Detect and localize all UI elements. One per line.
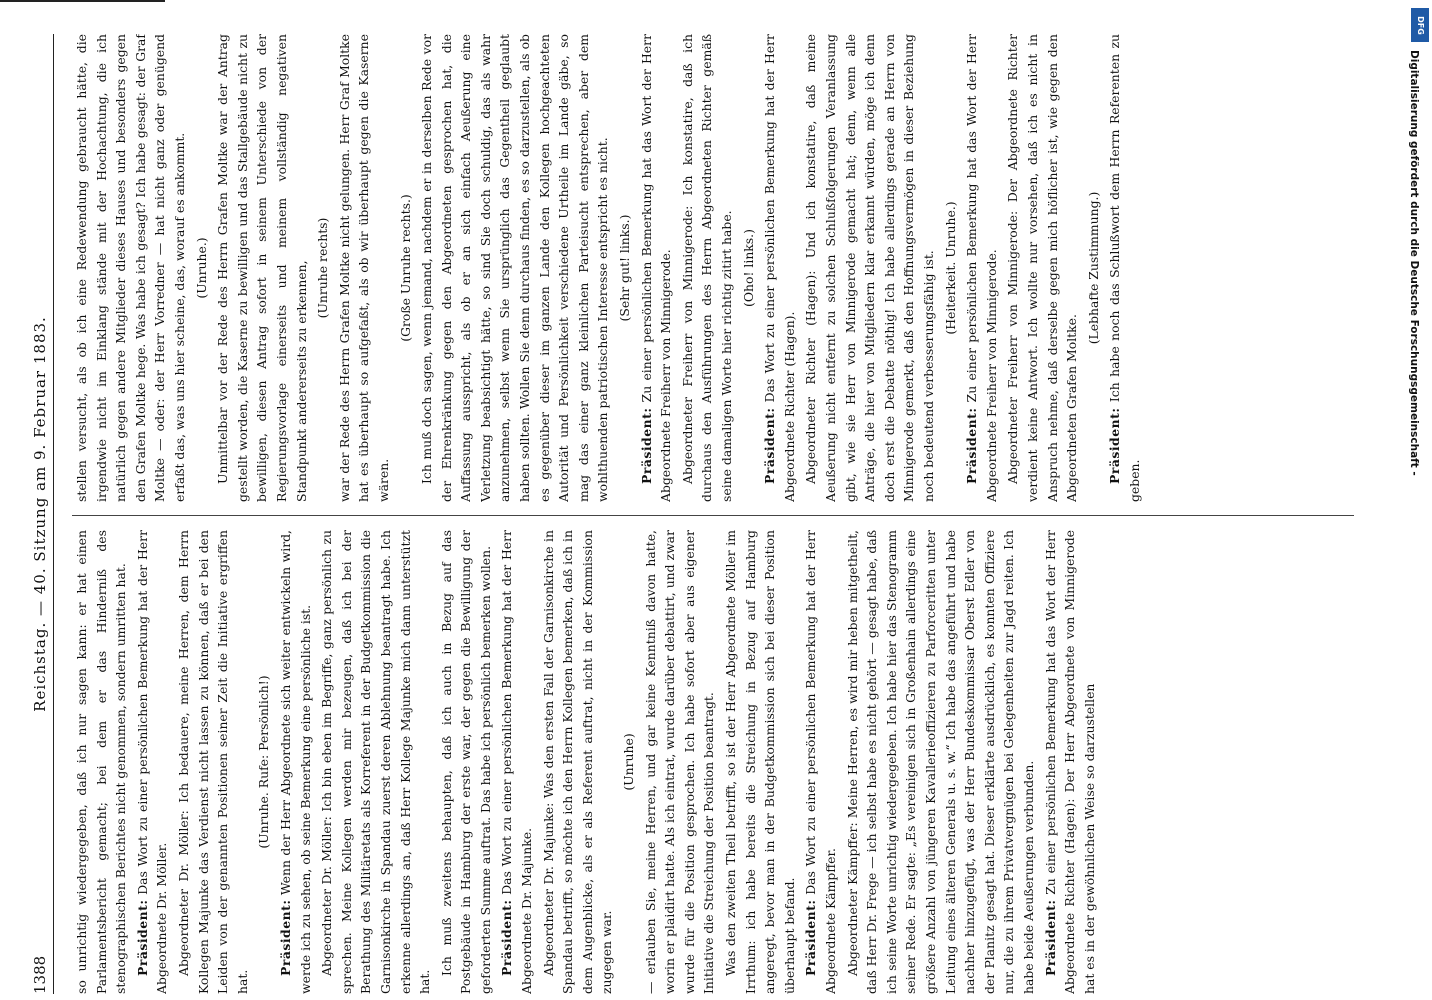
dfg-logo <box>1411 8 1429 42</box>
body-paragraph: Abgeordneter Kämpffer: Meine Herren, es wird mir heben mitgetheilt, daß Herr Dr. Frege — ich selbst habe es nicht gehört — gesagt habe, daß ich seine Worte unrichtig wiedergegeben. Ich habe hier das Stenogramm seiner Rede. Er sagte: „Es vereinigen sich in Großenhain allerdings eine größere Anzahl von jüngeren Kavallerieoffizieren zu Parforceritten unter Leitung eines älteren Generals u. s. w.“ Ich habe das angeführt und habe nachher hinzugefügt, was der Herr Bundeskommissar Oberst Edler von der Planitz gesagt hat. Dieser erklärte ausdrücklich, es konnten Offiziere nur, die zu ihrem Privatvergnügen bei Gelegenheiten zur Jagd reiten. Ich habe beide Aeußerungen verbunden. <box>844 530 1036 994</box>
body-paragraph: Abgeordneter Freiherr von Minnigerode: Ich konstatire, daß ich durchaus den Ausführungen des Herrn Abgeordneten Richter gemäß seine damaligen Worte hier richtig zitirt habe. <box>679 34 734 502</box>
stage-direction: (Unruhe rechts) <box>315 217 331 319</box>
speaker-label: Präsident: <box>277 899 293 976</box>
stage-direction: (Heiterkeit. Unruhe.) <box>942 201 958 335</box>
left-column <box>72 530 1394 994</box>
body-paragraph: war der Rede des Herrn Grafen Moltke nicht gelungen. Herr Graf Moltke hat es überhaupt so aufgefaßt, als ob wir überhaupt gegen die Kaserne wären. <box>336 34 391 502</box>
scanned-page <box>14 34 1394 994</box>
body-paragraph: Abgeordneter Dr. Majunke: Was den ersten Fall der Garnisonkirche in Spandau betrifft, so möchte ich den Herrn Kollegen bemerken, daß ich in dem Augenblicke, als er als Referent auftrat, nicht in der Kommission zugegen war. <box>540 530 615 994</box>
speaker-label: Präsident: <box>1042 899 1058 976</box>
body-paragraph: Abgeordneter Dr. Möller: Ich bedauere, meine Herren, dem Herrn Kollegen Majunke das Verdienst nicht lassen zu können, daß er bei den Leiden von der genannten Positionen seiner Zeit die Initiative ergriffen hat. <box>175 530 250 994</box>
speaker-paragraph <box>1041 530 1100 994</box>
stage-direction: (Unruhe.) <box>193 237 209 299</box>
speaker-label: Präsident: <box>134 899 150 976</box>
body-paragraph: so unrichtig wiedergegeben, daß ich nur sagen kann: er hat einen Parlamentsbericht gemacht; bei dem er das Hinderniß des stenographischen Berichtes nicht genommen, sondern umritten hat. <box>74 530 129 994</box>
speaker-label: Präsident: <box>762 407 778 484</box>
column-divider <box>72 515 1354 516</box>
stage-direction: (Sehr gut! links.) <box>617 214 633 322</box>
stage-direction: (Unruhe. Rufe: Persönlich!) <box>256 675 272 849</box>
body-paragraph: Ich muß zweitens behaupten, daß ich auch in Bezug auf das Postgebäude in Hamburg der erste war, der gegen die Bewilligung der geforderten Summe auftrat. Das habe ich persönlich bemerken wollen. <box>438 530 493 994</box>
corner-rule <box>0 0 165 2</box>
speaker-paragraph <box>962 34 1001 502</box>
dfg-watermark: Digitalisierung gefördert durch die Deutsche Forschungsgemeinschaft - <box>1408 50 1420 476</box>
speech-text: Zu einer persönlichen Bemerkung hat das Wort der Herr Abgeordnete Freiherr von Minnigerode. <box>638 34 674 502</box>
stage-direction: (Unruhe) <box>621 733 637 791</box>
speaker-label: Präsident: <box>1107 407 1123 484</box>
body-paragraph: Abgeordneter Dr. Möller: Ich bin eben im Begriffe, ganz persönlich zu sprechen. Meine Kollegen werden mir bezeugen, daß ich bei der Berathung des Militäretats als Korreferent in der Budgetkommission die Garnisonkirche in Spandau zuerst deren Ablehnung beantragt habe. Ich erkenne allerdings an, daß Herr Kollege Majunke mich dann unterstützt hat. <box>319 530 433 994</box>
speech-text: Das Wort zu einer persönlichen Bemerkung hat der Herr Abgeordnete Dr. Möller. <box>134 530 170 994</box>
speaker-paragraph <box>637 34 676 502</box>
speaker-label: Präsident: <box>803 899 819 976</box>
speaker-label: Präsident: <box>964 407 980 484</box>
speech-text: Das Wort zu einer persönlichen Bemerkung hat der Herr Abgeordnete Richter (Hagen). <box>762 34 797 502</box>
speaker-paragraph <box>133 530 172 994</box>
page-number: 1388 <box>31 955 49 994</box>
speaker-paragraph <box>276 530 315 994</box>
body-paragraph: stellen versucht, als ob ich eine Redewendung gebraucht hätte, die irgendwie nicht im Einklang stände mit der Hochachtung, die ich natürlich gegen andere Mitglieder dieses Hauses und besonders gegen den Grafen Moltke hege. Was habe ich gesagt? Ich habe gesagt: der Graf Moltke — oder: der Herr Vorredner — hat nicht ganz oder genügend erfaßt das, was uns hier scheine, das, worauf es ankommt. <box>74 34 187 502</box>
speaker-paragraph <box>801 530 840 994</box>
speech-text: Das Wort zu einer persönlichen Bemerkung hat der Herr Abgeordnete Kämpffer. <box>803 530 838 994</box>
speaker-paragraph <box>1105 34 1144 502</box>
body-paragraph: Was den zweiten Theil betrifft, so ist der Herr Abgeordnete Möller im Irrthum: ich habe bereits die Streichung in Bezug auf Hamburg angeregt, bevor man in der Budgetkommission sich bei dieser Position überhaupt befand. <box>723 530 797 994</box>
right-column <box>72 34 1394 502</box>
stage-direction: (Oho! links.) <box>740 229 756 307</box>
speech-text: Zu einer persönlichen Bemerkung hat das Wort der Herr Abgeordnete Richter (Hagen): Der Herr Abgeordnete von Minnigerode hat es in der gewöhnlichen Weise so darzustellen <box>1042 530 1097 994</box>
body-paragraph: Unmittelbar vor der Rede des Herrn Grafen Moltke war der Antrag gestellt worden, die Kaserne zu bewilligen und das Stallgebäude nicht zu bewilligen, diesen Antrag sofort in seinem Unterschiede von der Regierungsvorlage einerseits und meinem vollständig negativen Standpunkt andererseits zu erkennen, <box>215 34 309 502</box>
speech-text: Zu einer persönlichen Bemerkung hat das Wort der Herr Abgeordnete Freiherr von Minnigerode. <box>964 34 999 502</box>
running-title: Reichstag. — 40. Sitzung am 9. Februar 1883. <box>31 316 49 712</box>
body-paragraph: Ich muß doch sagen, wenn jemand, nachdem er in derselben Rede vor der Ehrenkränkung gegen den Abgeordneten gesprochen hat, die Auffassung ausspricht, als ob er an sich einfach Aeußerung eine Verletzung beabsichtigt hätte, so sind Sie doch schuldig, das als wahr anzunehmen, selbst wenn Sie ursprünglich das Gegentheil geglaubt haben sollten. Wollen Sie denn durchaus finden, es so darzustellen, als ob es gegenüber dieser im ganzen Lande den Kollegen hochgeachteten Autorität und Persönlichkeit verschiedene Urtheile im Lande gäbe, so mag das einer ganz kleinlichen Parteisucht entsprechen, aber dem wohlthuenden patriotischen Interesse entspricht es nicht. <box>419 34 611 502</box>
speech-text: Wenn der Herr Abgeordnete sich weiter entwickeln wird, werde ich zu sehen, ob seine Bemerkung eine persönliche ist. <box>277 530 313 994</box>
body-paragraph: — erlauben Sie, meine Herren, und gar keine Kenntniß davon hatte, worin er plaidirt hatte. Als ich eintrat, wurde darüber debattirt, und zwar wurde für die Position gesprochen. Ich habe sofort aber aus eigener Initiative die Streichung der Position beantragt. <box>642 530 717 994</box>
running-head <box>14 34 54 994</box>
speaker-paragraph <box>497 530 536 994</box>
speaker-paragraph <box>760 34 799 502</box>
speech-text: Ich habe noch das Schlußwort dem Herrn Referenten zu geben. <box>1107 34 1142 502</box>
body-paragraph: Abgeordneter Freiherr von Minnigerode: Der Abgeordnete Richter verdient keine Antwort. Ich wollte nur vorsehen, daß ich es nicht in Anspruch nehme, daß derselbe gegen mich höflicher ist, wie gegen den Abgeordneten Grafen Moltke. <box>1005 34 1080 502</box>
speaker-label: Präsident: <box>638 407 654 484</box>
dfg-logo-text: DFG <box>1415 15 1425 35</box>
speaker-label: Präsident: <box>499 899 515 976</box>
stage-direction: (Lebhafte Zustimmung.) <box>1085 191 1101 345</box>
stage-direction: (Große Unruhe rechts.) <box>397 194 413 342</box>
body-paragraph: Abgeordneter Richter (Hagen): Und ich konstatire, daß meine Aeußerung nicht entfernt zu solchen Schlußfolgerungen Veranlassung gibt, wie sie Herr von Minnigerode gemacht hat; denn, wenn alle Anträge, die hier von Mitgliedern klar erkannt würden, möge ich denn doch erst die Debatte nöthig! Ich habe allerdings gerade an Herrn von Minnigerode gemerkt, daß den Hoffnungsvermögen in dieser Beziehung noch bedeutend verbesserungsfähig ist. <box>803 34 936 502</box>
speech-text: Das Wort zu einer persönlichen Bemerkung hat der Herr Abgeordnete Dr. Majunke. <box>499 530 535 994</box>
